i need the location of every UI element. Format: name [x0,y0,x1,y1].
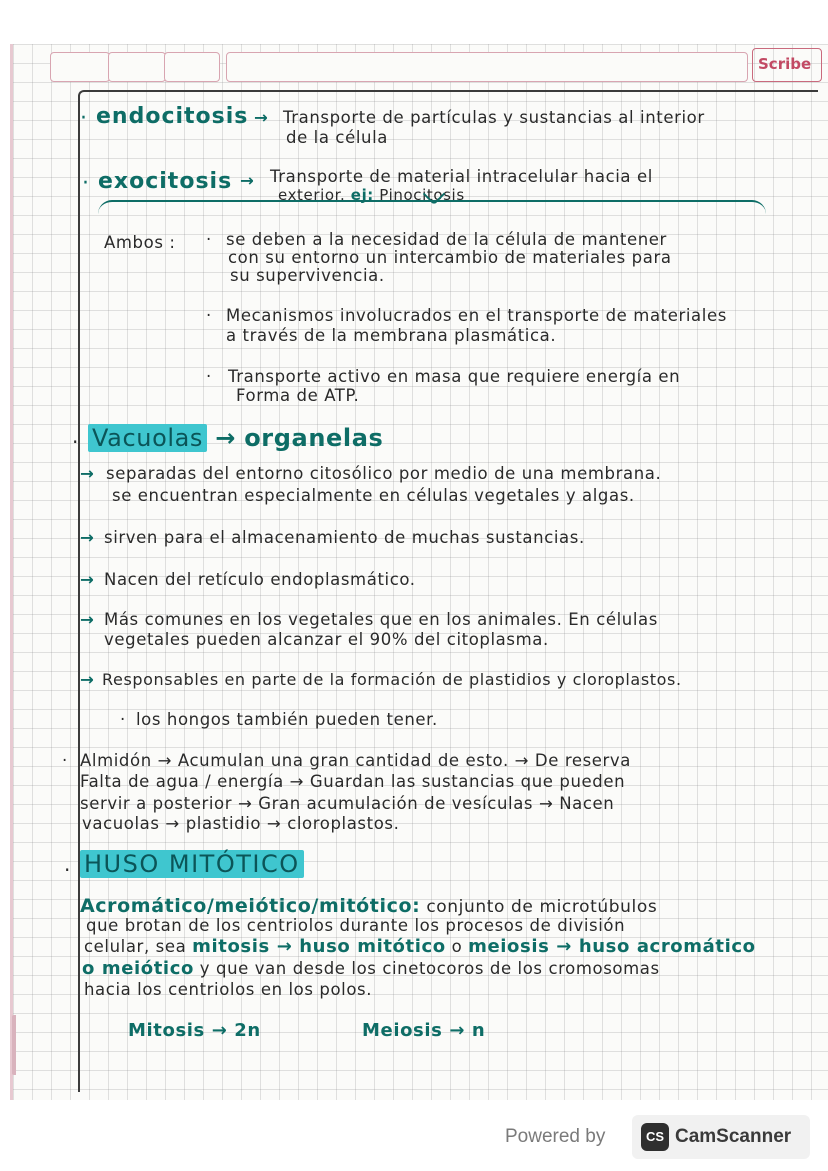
bullet: · [206,230,212,249]
arrow: → [240,171,255,190]
text-line: vegetales pueden alcanzar el 90% del citoplasma. [104,630,549,649]
term-endocitosis: endocitosis [96,104,249,129]
arrow: → [80,464,95,483]
definition-term: Acromático/meiótico/mitótico: [80,895,421,917]
meiosis-note: Meiosis → n [362,1020,486,1041]
text-span: y que van desde los cinetocoros de los cromosomas [193,959,660,978]
text-line: sirven para el almacenamiento de muchas sustancias. [104,528,585,547]
text-span: o [445,937,469,956]
text-line: Forma de ATP. [236,386,360,405]
text-line: Falta de agua / energía → Guardan las sustancias que pueden [80,772,626,791]
text-line [82,958,660,979]
text-span: celular, sea [84,937,193,956]
text-line: Mecanismos involucrados en el transporte de materiales [226,306,727,325]
bullet: · [62,751,68,770]
note: los hongos también pueden tener. [136,710,438,729]
page-binding-edge [12,1015,28,1075]
text-line [84,936,756,957]
text-line: Almidón → Acumulan una gran cantidad de esto. → De reserva [80,751,631,770]
text-span: Pinocitosis [379,186,465,204]
definition-line [80,895,657,917]
bullet: · [80,106,88,131]
subtitle: organelas [244,424,384,452]
mitosis-note: Mitosis → 2n [128,1020,261,1041]
text-line: Responsables en parte de la formación de plastidios y cloroplastos. [102,670,682,689]
text-line: vacuolas → plastidio → cloroplastos. [82,814,400,833]
header-cell [164,52,220,82]
text-line: se encuentran especialmente en células vegetales y algas. [112,486,635,505]
header-date-box [226,52,748,82]
camscanner-logo-icon: CS [641,1123,669,1151]
text-line: a través de la membrana plasmática. [226,326,557,345]
section-title [80,850,304,878]
bullet: · [82,171,90,196]
brand-logo: Scribe [752,48,822,82]
text-line: de la célula [286,128,388,147]
text-line: con su entorno un intercambio de materiales para [228,248,672,267]
powered-by-text: Powered by [505,1126,606,1147]
text-span: exterior. [278,186,346,204]
text-line: Transporte de material intracelular hacia el [270,167,653,186]
example-label: ej: [350,186,374,204]
arrow: → [80,528,95,547]
arrow: → [80,610,95,629]
text-span: conjunto de microtúbulos [420,897,658,917]
text-line: Transporte de partículas y sustancias al interior [283,108,705,127]
arrow: → [254,108,269,127]
text-line: servir a posterior → Gran acumulación de vesículas → Nacen [80,794,615,813]
section-title [88,424,383,452]
bullet: · [64,858,71,882]
text-line: separadas del entorno citosólico por medio de una membrana. [106,464,662,483]
text-line: Más comunes en los vegetales que en los animales. En células [104,610,658,629]
camscanner-name: CamScanner [675,1126,792,1147]
term-exocitosis: exocitosis [98,169,233,194]
text-line: Transporte activo en masa que requiere energía en [228,367,681,386]
text-line: Nacen del retículo endoplasmático. [104,570,416,589]
mitosis-term: mitosis → huso mitótico [192,936,446,957]
text-line: su supervivencia. [230,266,385,285]
arrow: → [80,670,95,689]
bullet: · [72,430,79,454]
highlighted-title: Vacuolas [88,424,207,452]
text-line: se deben a la necesidad de la célula de mantener [226,230,667,249]
bullet: · [206,306,212,325]
arrow: → [80,570,95,589]
bullet: · [206,367,212,386]
header-cell [108,52,166,82]
meiosis-term: meiosis → huso acromático [468,936,756,957]
arrow: → [215,424,236,452]
meiotico-term: o meiótico [82,958,194,979]
highlighted-title: HUSO MITÓTICO [80,850,304,878]
ambos-label: Ambos : [104,233,176,252]
text-line: hacia los centriolos en los polos. [84,980,373,999]
bullet: · [120,710,126,729]
header-cell [50,52,110,82]
text-line: que brotan de los centriolos durante los procesos de división [86,916,626,935]
